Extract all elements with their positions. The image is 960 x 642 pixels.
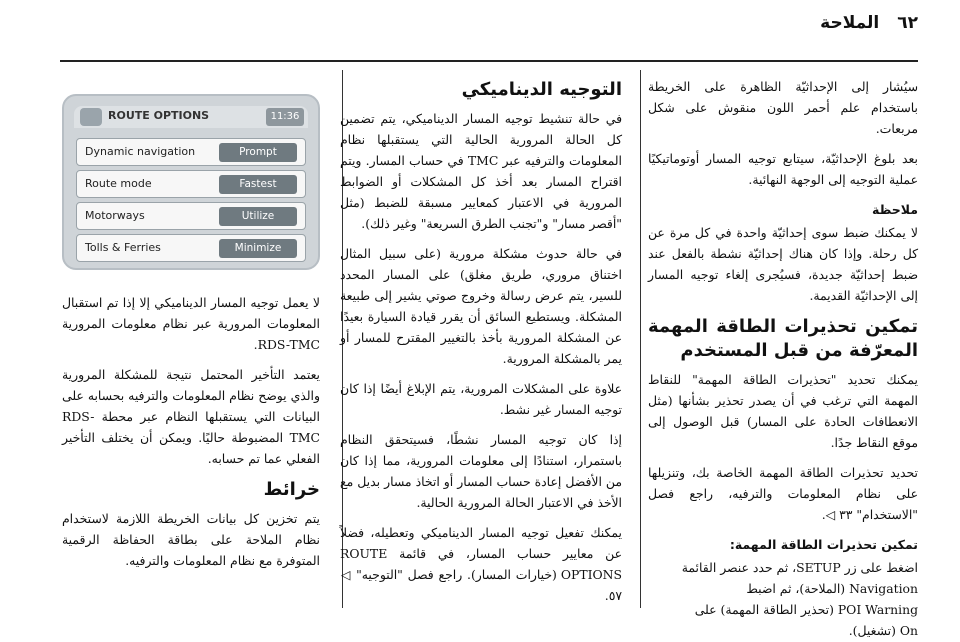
instruction [648,557,918,641]
page-title: الملاحة [820,13,880,33]
menu-row-label: Motorways [85,209,145,222]
menu-row[interactable] [76,202,306,230]
section-heading: تمكين تحذيرات الطاقة المهمة المعرّفة من قبل المستخدم [648,316,918,361]
left-column [62,292,320,642]
instruction-line: اضغط على زر SETUP، ثم حدد عنصر القائمة [681,560,918,575]
section-heading: التوجيه الديناميكي [461,79,622,100]
menu-icon [80,108,102,126]
menu-row[interactable] [76,138,306,166]
paragraph: يمكنك تحديد "تحذيرات الطاقة المهمة" للنقاط المهمة التي ترغب في أن يصدر تحذير بشأنها (مثل الانعطافات الحادة على المسار) قبل الوصول إلى موقع النقاط جدًا. [648,372,918,450]
paragraph: في حالة تنشيط توجيه المسار الديناميكي، يتم تضمين كل الحالة المرورية الحالية التي يستقبلها نظام المعلومات والترفيه عبر TMC في حساب المسار. ويتم اقتراح المسار بعد أخذ كل المشكلات أو الضوابط المرورية في الاعتبار كمعايير مسبقة للضبط (مثل "أقصر مسار" و"تجنب الطرق السريعة" وغير ذلك). [340,111,622,231]
paragraph: بعد بلوغ الإحداثيّة، سيتابع توجيه المسار أوتوماتيكيًا عملية التوجيه إلى الوجهة النهائية. [648,151,918,187]
sub-heading: تمكين تحذيرات الطاقة المهمة: [729,537,918,552]
paragraph: يمكنك تفعيل توجيه المسار الديناميكي وتعطيله، فضلاً عن معايير حساب المسار، في قائمة ROUTE OPTIONS (خيارات المسار). راجع فصل "التوجيه" ◁ ٥٧. [340,525,622,603]
page-header [60,8,918,38]
section-heading: خرائط [263,479,320,500]
paragraph: تحديد تحذيرات الطاقة المهمة الخاصة بك، وتنزيلها على نظام المعلومات والترفيه، راجع فصل "الاستخدام" ٣٣ ◁. [648,465,918,522]
menu-row-value[interactable]: Fastest [219,175,297,194]
header-rule [60,60,918,62]
menu-row-value[interactable]: Prompt [219,143,297,162]
paragraph: يتم تخزين كل بيانات الخريطة اللازمة لاستخدام نظام الملاحة على بطاقة الحفاظة الرقمية المتوفرة مع نظام المعلومات والترفيه. [62,511,320,568]
route-options-screen [62,94,320,270]
paragraph: علاوة على المشكلات المرورية، يتم الإبلاغ أيضًا إذا كان توجيه المسار غير نشط. [340,381,622,417]
page-number: ٦٢ [897,13,918,33]
paragraph: لا يعمل توجيه المسار الديناميكي إلا إذا تم استقبال المعلومات المرورية عبر نظام معلومات المرورية RDS-TMC. [62,295,320,352]
instruction-line: Navigation (الملاحة)، ثم اضبط [746,581,918,596]
note-title: ملاحظة [872,202,918,217]
instruction-line: POI Warning (تحذير الطاقة المهمة) على [694,602,918,617]
column-divider [640,70,641,608]
menu-row-label: Dynamic navigation [85,145,196,158]
middle-column [340,76,622,616]
paragraph: إذا كان توجيه المسار نشطًا، فسيتحقق النظام باستمرار، استنادًا إلى معلومات المرورية، مما إذا كان من الأفضل إعادة حساب المسار أو اتخاذ مسار بديل مع الأخذ في الاعتبار الحالة المرورية الحالية. [340,432,622,510]
menu-row-label: Route mode [85,177,152,190]
paragraph: سيُشار إلى الإحداثيّة الظاهرة على الخريطة باستخدام علم أحمر اللون منقوش على شكل مربعات. [648,79,918,136]
clock-display: 11:36 [266,108,304,126]
screen-title: ROUTE OPTIONS [108,109,210,122]
menu-row-value[interactable]: Utilize [219,207,297,226]
menu-row-value[interactable]: Minimize [219,239,297,258]
menu-row-label: Tolls & Ferries [85,241,161,254]
menu-row[interactable] [76,234,306,262]
paragraph: في حالة حدوث مشكلة مرورية (على سبيل المثال اختناق مروري، طريق مغلق) على المسار المحدد للسير، يتم عرض رسالة وخروج صوتي يشير إلى طبيعة المشكلة. ويستطيع السائق أن يقرر قيادة السيارة بعيدًا عن المشكلة المرورية بأخذ بالتغيير المقترح للمسار أو يمر بالمشكلة المرورية. [340,246,622,366]
instruction-line: On (تشغيل). [848,623,918,638]
paragraph: يعتمد التأخير المحتمل نتيجة للمشكلة المرورية والذي يوضح نظام المعلومات والترفيه بحسابه على البيانات التي يستقبلها النظام عبر محطة RDS-TMC المضبوطة حاليًا. ويمكن أن يختلف التأخير الفعلي عما تم حسابه. [62,367,320,466]
right-column [648,76,918,638]
menu-row[interactable] [76,170,306,198]
note-text: لا يمكنك ضبط سوى إحداثيّة واحدة في كل مرة عن كل رحلة. وإذا كان هناك إحداثيّة نشطة بالفعل عند ضبط إحداثيّة جديدة، فسيُجرى إلغاء توجيه المسار إلى الإحداثيّة القديمة. [648,225,918,303]
